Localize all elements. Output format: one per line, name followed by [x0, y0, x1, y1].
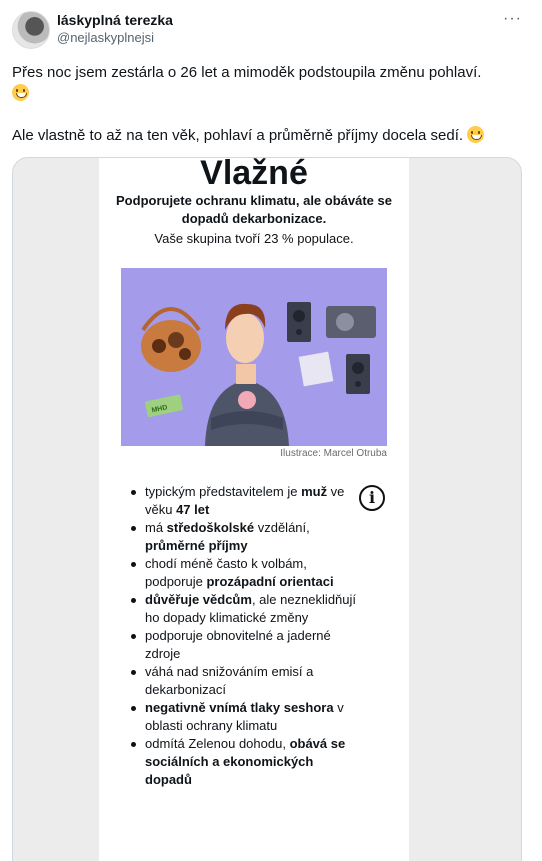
bold-text: důvěřuje vědcům: [145, 592, 252, 607]
bold-text: středoškolské: [166, 520, 255, 535]
bold-text: negativně vnímá tlaky seshora: [145, 700, 334, 715]
text: váhá nad snižováním emisí a dekarbonizací: [145, 664, 314, 697]
tweet-line-2: Ale vlastně to až na ten věk, pohlaví a průměrně příjmy docela sedí.: [12, 125, 527, 146]
illustration-credit: Ilustrace: Marcel Otruba: [280, 448, 387, 459]
display-name[interactable]: láskyplná terezka: [57, 12, 173, 28]
vinyl-record-icon: [299, 352, 334, 387]
list-item: [127, 483, 357, 519]
list-item: [127, 519, 357, 555]
card-subtitle: Podporujete ochranu klimatu, ale obáváte se dopadů dekarbonizace.: [116, 193, 392, 226]
list-item: [127, 699, 357, 735]
list-item: [127, 735, 357, 789]
illustration-drawing: [121, 268, 387, 446]
card-title: Vlažné: [200, 157, 308, 192]
more-options-icon[interactable]: ···: [503, 10, 522, 27]
traits-list: [127, 483, 357, 789]
svg-text:MHD: MHD: [151, 404, 169, 415]
tweet-header: [12, 10, 530, 50]
avatar[interactable]: [12, 11, 50, 49]
list-item: [127, 627, 357, 663]
grinning-face-emoji-icon: [12, 84, 29, 101]
grinning-face-emoji-icon: [467, 126, 484, 143]
handle[interactable]: @nejlaskyplnejsi: [57, 30, 155, 45]
bold-text: obává se sociálních a ekonomických dopadů: [145, 736, 346, 787]
text: podporuje obnovitelné a jaderné zdroje: [145, 628, 331, 661]
tweet-media-image[interactable]: [12, 157, 522, 861]
group-share-text: Vaše skupina tvoří 23 % populace.: [154, 231, 354, 246]
text: má: [145, 520, 167, 535]
text: chodí méně často k volbám, podporuje: [145, 556, 307, 589]
text: , ale nezneklidňují ho dopady klimatické změny: [145, 592, 357, 625]
list-item: [127, 663, 357, 699]
transit-ticket-icon: [145, 394, 184, 417]
text: odmítá Zelenou dohodu,: [145, 736, 290, 751]
illustration: [121, 268, 387, 446]
bold-text: 47 let: [176, 502, 210, 517]
tweet-line-1: Přes noc jsem zestárla o 26 let a mimoděk podstoupila změnu pohlaví.: [12, 62, 527, 104]
list-item: [127, 591, 357, 627]
text: v oblasti ochrany klimatu: [145, 700, 344, 733]
mushroom-basket-icon: [141, 309, 201, 372]
list-item: [127, 555, 357, 591]
text: ve věku: [145, 484, 345, 517]
bold-text: prozápadní orientaci: [206, 574, 334, 589]
turntable-icon: [326, 306, 376, 338]
bold-text: muž: [301, 484, 328, 499]
tweet-text: [12, 62, 527, 146]
bold-text: průměrné příjmy: [145, 538, 248, 553]
man-figure-icon: [205, 304, 289, 446]
author-names: [57, 11, 173, 47]
article-screenshot: [99, 158, 409, 861]
text: vzdělání,: [254, 520, 310, 535]
info-icon[interactable]: i: [359, 485, 385, 511]
text: typickým představitelem je: [145, 484, 302, 499]
